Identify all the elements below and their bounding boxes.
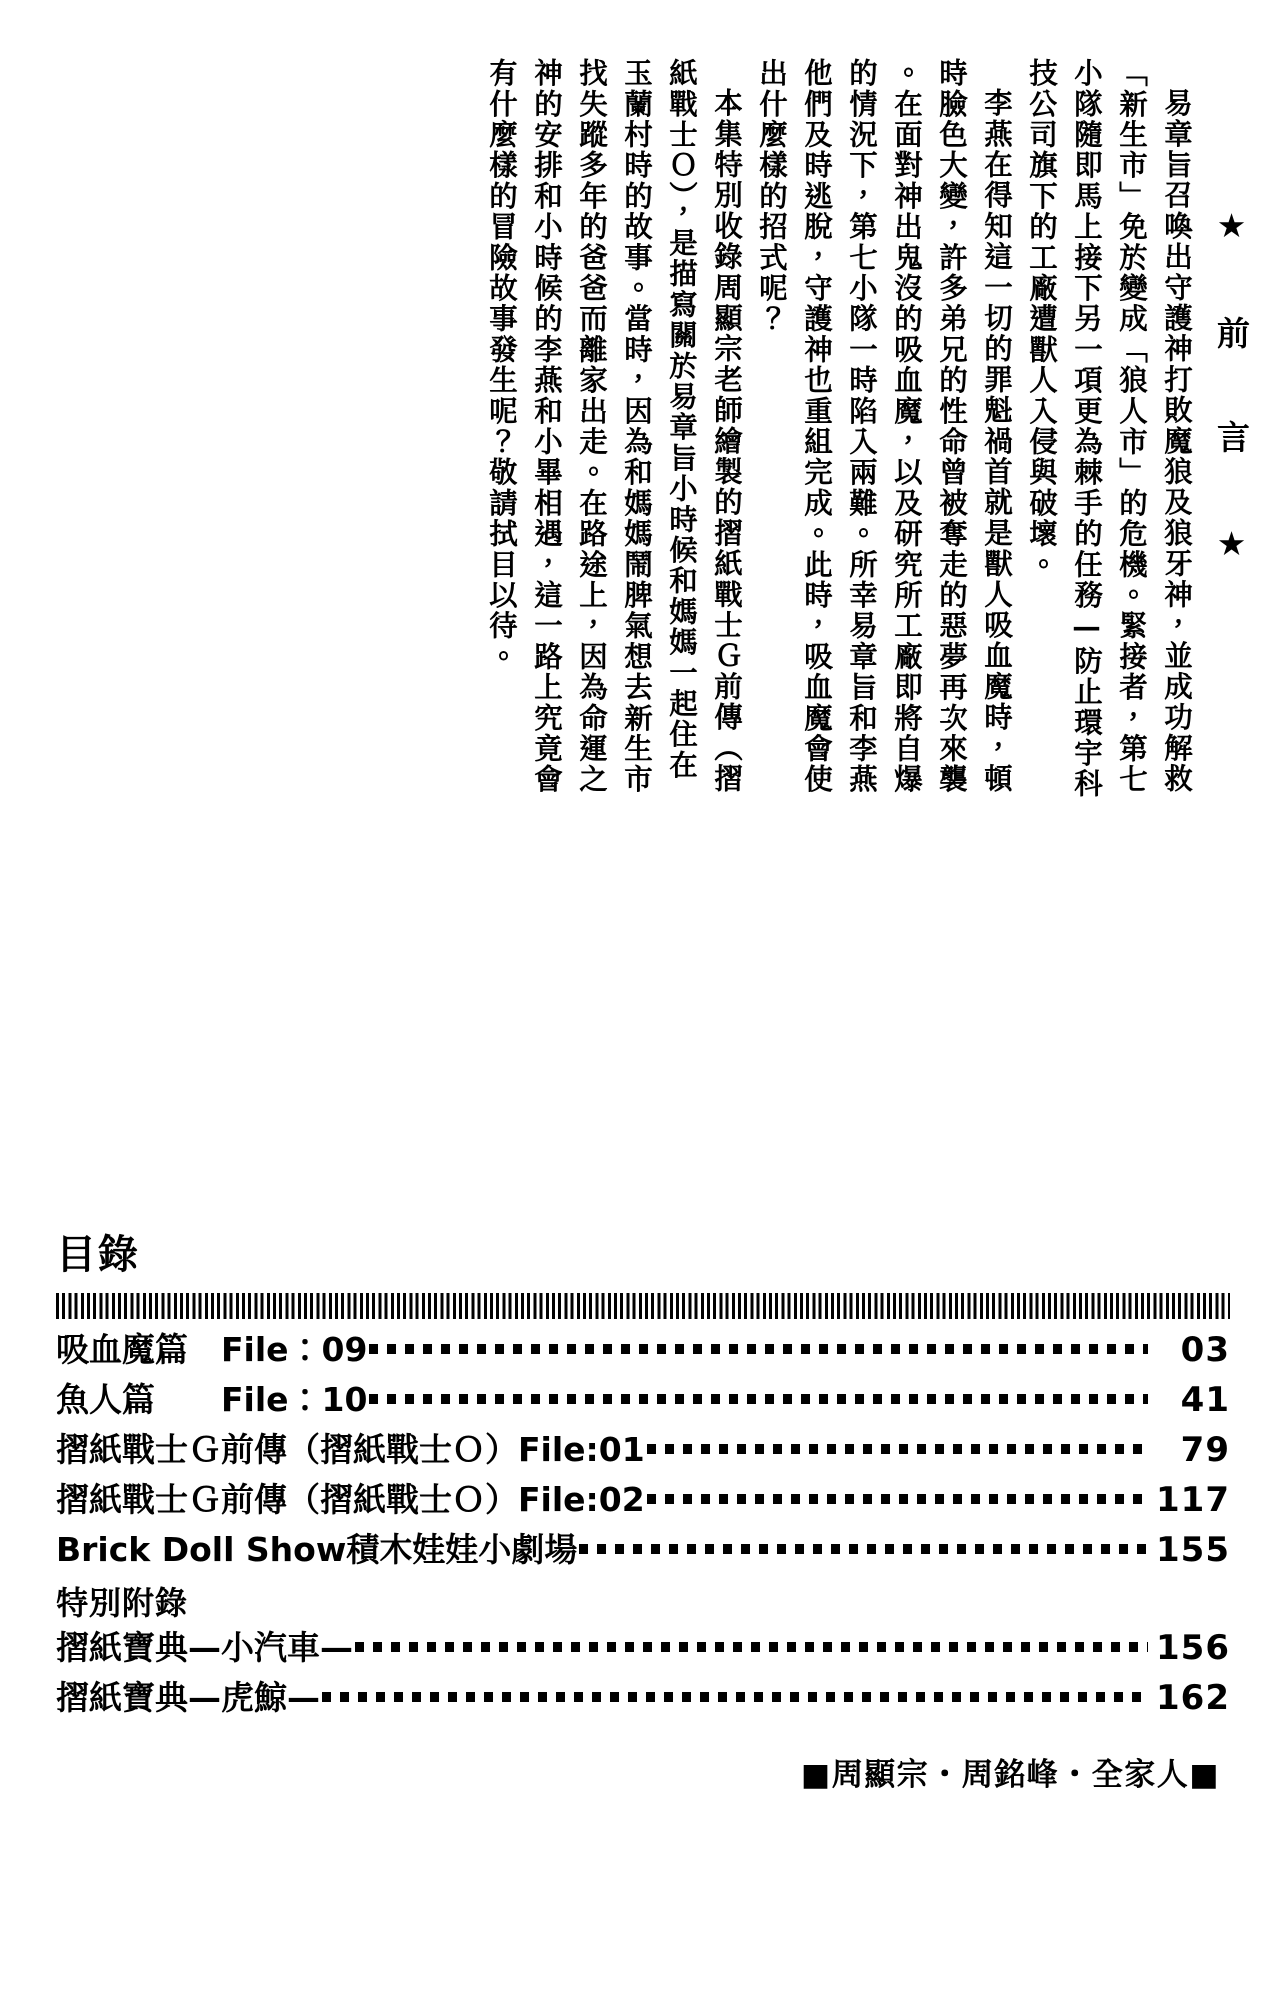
toc-special-section-heading: 特別附錄 xyxy=(56,1584,189,1622)
toc-leader-dots xyxy=(647,1493,1148,1505)
toc-entry-page: 156 xyxy=(1156,1628,1230,1668)
preface-section xyxy=(28,58,1251,1138)
preface-paragraph-line: 技公司旗下的工廠遭獸人入侵與破壞。 xyxy=(1025,58,1058,580)
toc-entry-label: 摺紙戰士Ｇ前傳（摺紙戰士Ｏ）File:02 xyxy=(56,1480,645,1519)
preface-paragraph-line: 本集特別收錄周顯宗老師繪製的摺紙戰士Ｇ前傳（摺 xyxy=(710,88,743,795)
preface-paragraph-line: 他們及時逃脫，守護神也重組完成。此時，吸血魔會使 xyxy=(800,58,833,795)
toc-entry-page: 79 xyxy=(1180,1430,1230,1470)
preface-paragraph-line: 神的安排和小時候的李燕和小畢相遇，這一路上究竟會 xyxy=(530,58,563,795)
toc-entry[interactable] xyxy=(56,1678,1230,1718)
preface-paragraph-line: 有什麼樣的冒險故事發生呢？敬請拭目以待。 xyxy=(485,58,518,672)
preface-paragraph-line: 時臉色大變，許多弟兄的性命曾被奪走的惡夢再次來襲 xyxy=(935,58,968,795)
toc-entry-label: 摺紙寶典—小汽車— xyxy=(56,1628,353,1667)
preface-paragraph-line: 找失蹤多年的爸爸而離家出走。在路途上，因為命運之 xyxy=(575,58,608,795)
toc-entry-page: 03 xyxy=(1180,1330,1230,1370)
toc-entry-label: 摺紙寶典—虎鯨— xyxy=(56,1678,320,1717)
preface-paragraph-line: 出什麼樣的招式呢？ xyxy=(755,58,788,335)
toc-entry[interactable] xyxy=(56,1380,1230,1420)
toc-entry-page: 117 xyxy=(1156,1480,1230,1520)
toc-entry[interactable] xyxy=(56,1480,1230,1520)
toc-leader-dots xyxy=(647,1443,1148,1455)
toc-leader-dots xyxy=(322,1691,1148,1703)
credits-line: ■周顯宗・周銘峰・全家人■ xyxy=(800,1757,1220,1793)
preface-paragraph-line: 小隊隨即馬上接下另一項更為棘手的任務—防止環宇科 xyxy=(1070,58,1103,800)
toc-leader-dots xyxy=(369,1393,1148,1405)
toc-entry[interactable] xyxy=(56,1430,1230,1470)
toc-leader-dots xyxy=(355,1641,1148,1653)
toc-entry-page: 162 xyxy=(1156,1678,1230,1718)
toc-entry-label: 摺紙戰士Ｇ前傳（摺紙戰士Ｏ）File:01 xyxy=(56,1430,645,1469)
toc-entry-label: 魚人篇 File：10 xyxy=(56,1380,368,1419)
toc-entry-page: 41 xyxy=(1180,1380,1230,1420)
preface-paragraph-line: 玉蘭村時的故事。當時，因為和媽媽鬧脾氣想去新生市 xyxy=(620,58,653,795)
preface-vertical-columns xyxy=(28,58,1251,1138)
preface-paragraph-line: 紙戰士Ｏ），是描寫關於易章旨小時候和媽媽一起住在 xyxy=(665,58,698,781)
toc-entry-label: Brick Doll Show積木娃娃小劇場 xyxy=(56,1530,578,1569)
toc-entry[interactable] xyxy=(56,1530,1230,1570)
preface-title: ★ 前 言 ★ xyxy=(1212,206,1251,579)
table-of-contents xyxy=(56,1232,1230,1794)
toc-entry-page: 155 xyxy=(1156,1530,1230,1570)
preface-paragraph-line: 。在面對神出鬼沒的吸血魔，以及研究所工廠即將自爆 xyxy=(890,58,923,795)
toc-divider xyxy=(56,1293,1230,1319)
toc-entry-label: 吸血魔篇 File：09 xyxy=(56,1330,368,1369)
preface-paragraph-line: 易章旨召喚出守護神打敗魔狼及狼牙神，並成功解救 xyxy=(1160,88,1193,795)
toc-leader-dots xyxy=(369,1343,1148,1355)
preface-paragraph-line: 李燕在得知這一切的罪魁禍首就是獸人吸血魔時，頓 xyxy=(980,88,1013,795)
preface-paragraph-line: 的情況下，第七小隊一時陷入兩難。所幸易章旨和李燕 xyxy=(845,58,878,795)
preface-paragraph-line: 「新生市」免於變成「狼人市」的危機。緊接者，第七 xyxy=(1115,58,1148,795)
toc-entry[interactable] xyxy=(56,1628,1230,1668)
toc-entry[interactable] xyxy=(56,1330,1230,1370)
toc-heading: 目錄 xyxy=(56,1232,140,1278)
toc-leader-dots xyxy=(579,1543,1148,1555)
